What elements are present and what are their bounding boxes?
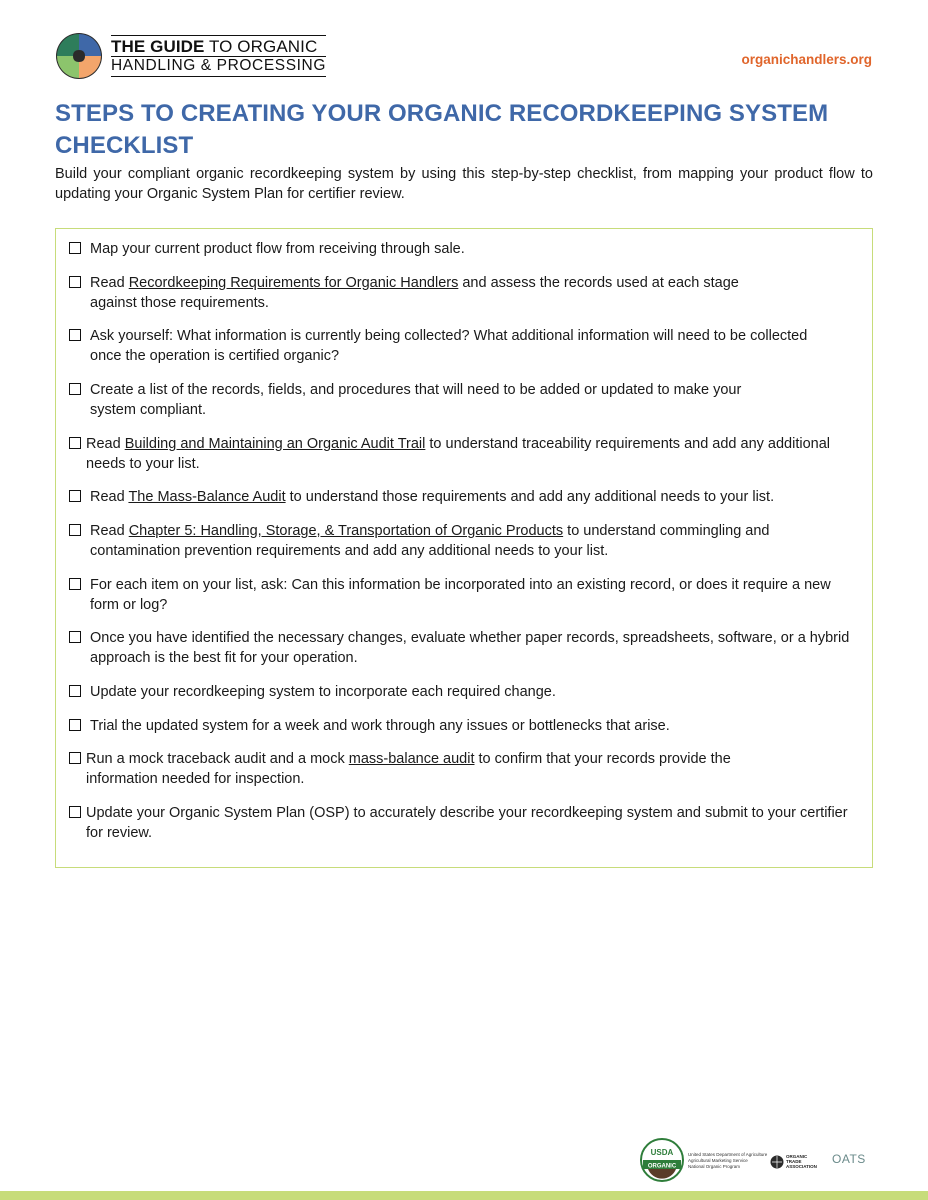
logo-wordmark (111, 35, 326, 77)
header (55, 32, 875, 82)
checkbox[interactable] (69, 329, 81, 341)
logo-line-1: THE GUIDE TO ORGANIC (111, 37, 318, 56)
checklist-item (69, 273, 859, 313)
checklist-item (69, 628, 859, 668)
item-text: Update your Organic System Plan (OSP) to accurately describe your recordkeeping system and submit to your certifier for review. (86, 805, 848, 841)
footer-logos (640, 1138, 880, 1186)
item-text: Create a list of the records, fields, and procedures that will need to be added or updated to make your system compliant. (90, 382, 742, 418)
checkbox[interactable] (69, 719, 81, 731)
checkbox[interactable] (69, 524, 81, 536)
checkbox[interactable] (69, 685, 81, 697)
intro-paragraph: Build your compliant organic recordkeeping system by using this step-by-step checklist, from mapping your product flow to updating your Organic System Plan for certifier review. (55, 166, 873, 202)
item-text: For each item on your list, ask: Can this information be incorporated into an existing record, or does it require a new form or log? (90, 577, 831, 613)
usda-seal-top: USDA (650, 1148, 674, 1157)
item-text: Update your recordkeeping system to incorporate each required change. (90, 684, 556, 700)
item-text: Read The Mass-Balance Audit to understand those requirements and add any additional needs to your list. (90, 489, 775, 505)
ota-logo (770, 1154, 817, 1169)
checklist-item (69, 575, 859, 615)
checklist-item (69, 239, 859, 259)
item-link[interactable]: Chapter 5: Handling, Storage, & Transportation of Organic Products (128, 523, 564, 539)
checkbox[interactable] (69, 490, 81, 502)
usda-organic-seal-icon (640, 1138, 684, 1182)
item-text: Read Building and Maintaining an Organic Audit Trail to understand traceability requirements and add any additional needs to your list. (86, 436, 831, 472)
checkbox[interactable] (69, 631, 81, 643)
checkbox[interactable] (69, 383, 81, 395)
checkbox[interactable] (69, 752, 81, 764)
checkbox[interactable] (69, 578, 81, 590)
checkbox[interactable] (69, 806, 81, 818)
checklist-item (69, 487, 859, 507)
item-text: Run a mock traceback audit and a mock mass-balance audit to confirm that your records provide the information needed for inspection. (86, 751, 731, 787)
checklist-box (55, 228, 873, 868)
item-link[interactable]: Recordkeeping Requirements for Organic Handlers (128, 275, 459, 291)
ota-text: ORGANIC TRADE ASSOCIATION (786, 1154, 817, 1169)
checkbox[interactable] (69, 437, 81, 449)
checkbox[interactable] (69, 242, 81, 254)
checklist-item (69, 521, 859, 561)
page-title: STEPS TO CREATING YOUR ORGANIC RECORDKEEPING SYSTEM CHECKLIST (55, 100, 829, 159)
item-link[interactable]: The Mass-Balance Audit (128, 489, 286, 505)
site-link[interactable]: organichandlers.org (741, 52, 872, 67)
item-text: Map your current product flow from receiving through sale. (90, 241, 465, 257)
item-text: Read Chapter 5: Handling, Storage, & Transportation of Organic Products to understand commingling and contamination prevention requirements and add any additional needs to your list. (90, 523, 770, 559)
oats-logo: OATS (832, 1152, 866, 1166)
checklist-item (69, 682, 859, 702)
checklist-item (69, 326, 859, 366)
checklist-item (69, 749, 859, 789)
checklist-item (69, 803, 859, 843)
item-text: Read Recordkeeping Requirements for Organic Handlers and assess the records used at each stage against those requirements. (90, 275, 739, 311)
guide-logo[interactable] (55, 32, 326, 80)
item-text: Once you have identified the necessary changes, evaluate whether paper records, spreadsheets, software, or a hybrid approach is the best fit for your operation. (90, 630, 850, 666)
item-text: Ask yourself: What information is currently being collected? What additional information will need to be collected once the operation is certified organic? (90, 328, 808, 364)
bottom-bar (0, 1191, 928, 1200)
puzzle-logo-icon (55, 32, 103, 80)
checkbox[interactable] (69, 276, 81, 288)
usda-seal-band: ORGANIC (647, 1163, 677, 1170)
checklist-item (69, 716, 859, 736)
item-text: Trial the updated system for a week and work through any issues or bottlenecks that arise. (90, 718, 670, 734)
item-link[interactable]: Building and Maintaining an Organic Audit Trail (124, 436, 426, 452)
checklist-item (69, 380, 859, 420)
usda-caption: United States Department of Agriculture Agricultural Marketing Service National Organic Program (688, 1152, 768, 1169)
ota-globe-icon (770, 1155, 784, 1169)
item-link[interactable]: mass-balance audit (348, 751, 475, 767)
logo-line-2: HANDLING & PROCESSING (111, 57, 327, 74)
checklist-item (69, 434, 859, 474)
